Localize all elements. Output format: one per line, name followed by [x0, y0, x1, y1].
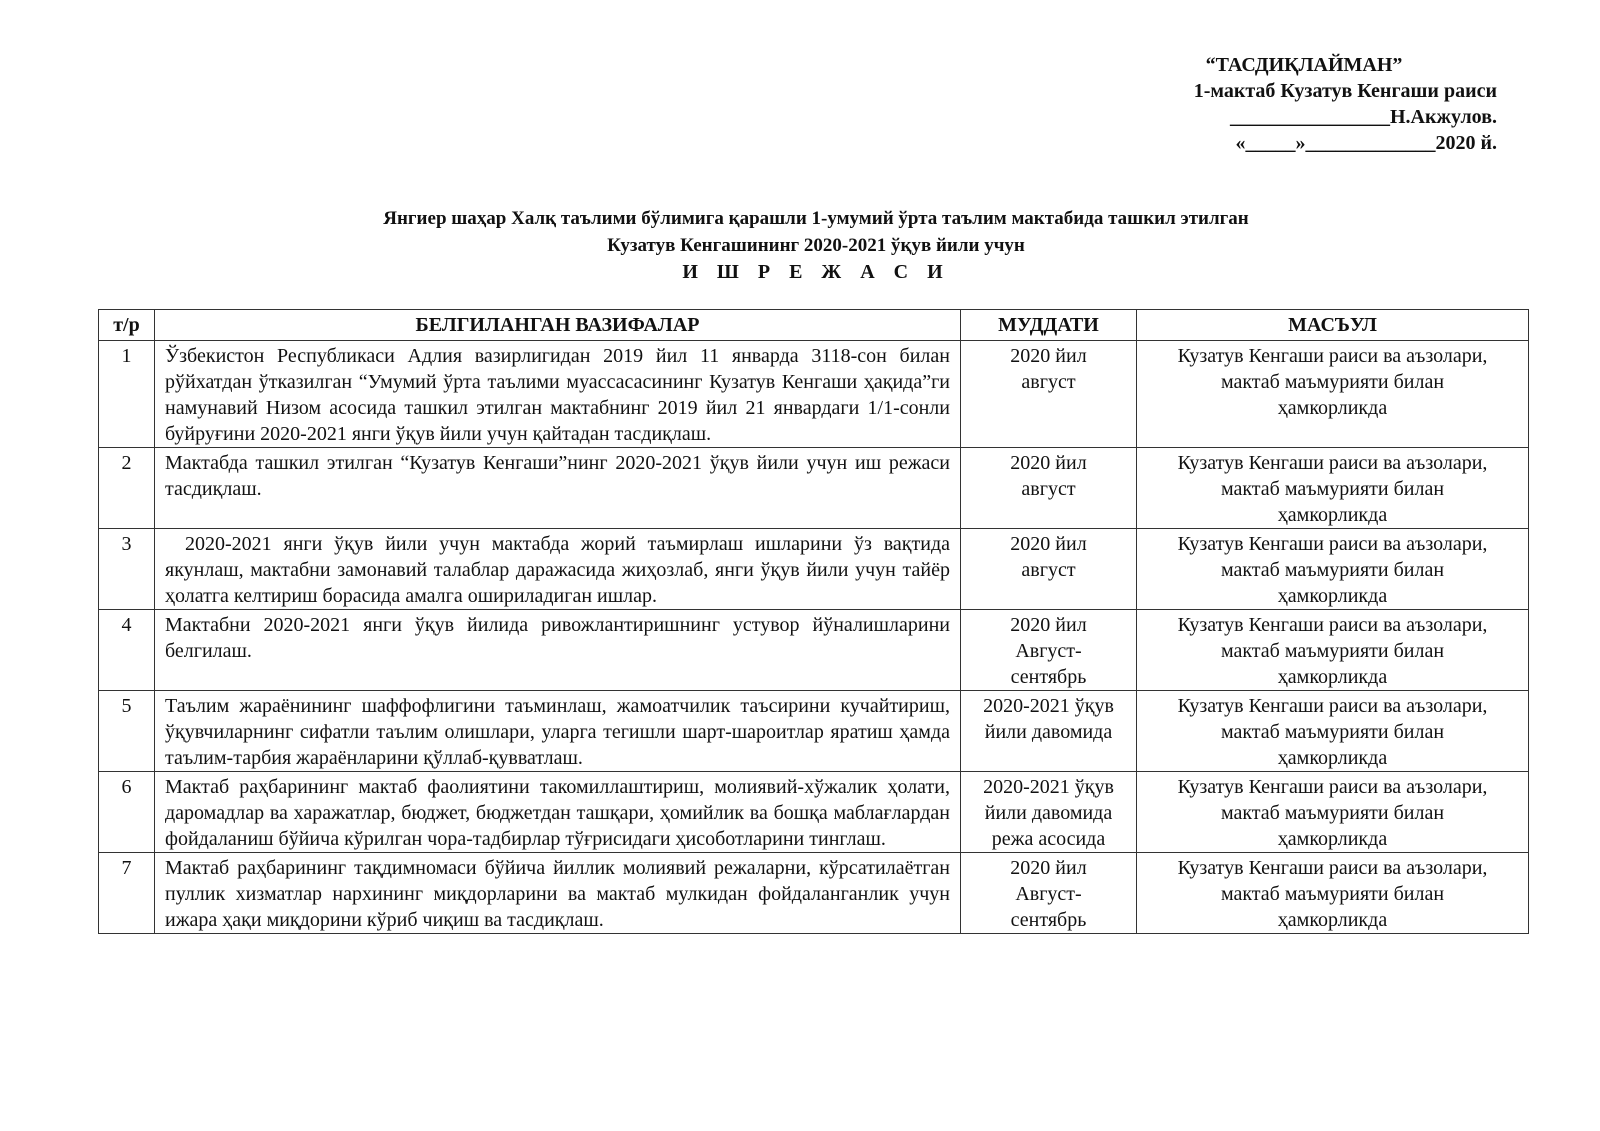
responsible-line: Кузатув Кенгаши раиси ва аъзолари, [1177, 345, 1488, 367]
approval-stamp: “ТАСДИҚЛАЙМАН” [1205, 54, 1403, 76]
term-line: август [1021, 478, 1076, 500]
approval-date-line: «_____»_____________2020 й. [1235, 132, 1497, 154]
responsible-line: Кузатув Кенгаши раиси ва аъзолари, [1177, 776, 1488, 798]
row-task: 2020-2021 янги ўқув йили учун мактабда жорий таъмирлаш ишларини ўз вақтида якунлаш, мактабни замонавий талаблар даражасида жиҳозлаб, янги ўқув йили учун тайёр ҳолатга келтириш борасида амалга ошириладиган ишлар. [155, 529, 961, 610]
term-line: сентябрь [1010, 909, 1087, 931]
row-task: Мактаб раҳбарининг тақдимномаси бўйича йиллик молиявий режаларни, кўрсатилаётган пуллик хизматлар нархининг миқдорларини ва мактаб мулкидан фойдаланганлик учун ижара ҳақи миқдорини кўриб чиқиш ва тасдиқлаш. [155, 853, 961, 934]
term-line: йили давомида [984, 802, 1113, 824]
term-line: 2020 йил [1010, 345, 1087, 367]
term-line: август [1021, 559, 1076, 581]
heading-line-2: Кузатув Кенгашининг 2020-2021 ўқув йили учун [607, 235, 1025, 256]
table-body [99, 341, 1529, 934]
row-task: Мактабни 2020-2021 янги ўқув йилида ривожлантиришнинг устувор йўналишларини белгилаш. [155, 610, 961, 691]
row-term [961, 772, 1137, 853]
responsible-line: ҳамкорликда [1277, 397, 1388, 419]
row-responsible [1137, 691, 1529, 772]
term-line: 2020 йил [1010, 857, 1087, 879]
table-row [99, 448, 1529, 529]
table-row [99, 853, 1529, 934]
row-number: 4 [99, 610, 155, 691]
row-responsible [1137, 772, 1529, 853]
column-header-term: МУДДАТИ [961, 310, 1137, 341]
table-row [99, 341, 1529, 448]
responsible-line: мактаб маъмурияти билан [1220, 802, 1445, 824]
row-responsible [1137, 341, 1529, 448]
term-line: режа асосида [991, 828, 1106, 850]
row-number: 6 [99, 772, 155, 853]
column-header-responsible: МАСЪУЛ [1137, 310, 1529, 341]
row-number: 1 [99, 341, 155, 448]
plan-title: И Ш Р Е Ж А С И [682, 261, 950, 283]
responsible-line: Кузатув Кенгаши раиси ва аъзолари, [1177, 452, 1488, 474]
responsible-line: мактаб маъмурияти билан [1220, 371, 1445, 393]
term-line: сентябрь [1010, 666, 1087, 688]
row-responsible [1137, 853, 1529, 934]
row-responsible [1137, 529, 1529, 610]
responsible-line: ҳамкорликда [1277, 747, 1388, 769]
heading-line-1: Янгиер шаҳар Халқ таълими бўлимига қарашли 1-умумий ўрта таълим мактабида ташкил этилган [383, 208, 1249, 229]
table-row [99, 772, 1529, 853]
term-line: йили давомида [984, 721, 1113, 743]
responsible-line: ҳамкорликда [1277, 504, 1388, 526]
responsible-line: ҳамкорликда [1277, 666, 1388, 688]
responsible-line: Кузатув Кенгаши раиси ва аъзолари, [1177, 695, 1488, 717]
approval-block [1077, 52, 1497, 156]
approver-position: 1-мактаб Кузатув Кенгаши раиси [1193, 80, 1497, 102]
row-number: 2 [99, 448, 155, 529]
row-term [961, 691, 1137, 772]
responsible-line: Кузатув Кенгаши раиси ва аъзолари, [1177, 533, 1488, 555]
row-number: 5 [99, 691, 155, 772]
signature-line: ________________Н.Акжулов. [1229, 106, 1497, 128]
row-task: Таълим жараёнининг шаффофлигини таъминлаш, жамоатчилик таъсирини кучайтириш, ўқувчиларнинг сифатли таълим олишлари, уларга тегишли шарт-шароитлар яратиш ҳамда таълим-тарбия жараёнларини қўллаб-қувватлаш. [155, 691, 961, 772]
row-term [961, 529, 1137, 610]
responsible-line: ҳамкорликда [1277, 909, 1388, 931]
work-plan-table [98, 309, 1529, 934]
term-line: Август- [1015, 883, 1082, 905]
responsible-line: мактаб маъмурияти билан [1220, 721, 1445, 743]
responsible-line: Кузатув Кенгаши раиси ва аъзолари, [1177, 857, 1488, 879]
table-row [99, 610, 1529, 691]
responsible-line: мактаб маъмурияти билан [1220, 478, 1445, 500]
row-number: 3 [99, 529, 155, 610]
responsible-line: мактаб маъмурияти билан [1220, 883, 1445, 905]
term-line: 2020 йил [1010, 533, 1087, 555]
responsible-line: мактаб маъмурияти билан [1220, 559, 1445, 581]
table-header-row [99, 310, 1529, 341]
row-task: Ўзбекистон Республикаси Адлия вазирлигидан 2019 йил 11 январда 3118-сон билан рўйхатдан ўтказилган “Умумий ўрта таълими муассасасининг Кузатув Кенгаши ҳақида”ги намунавий Низом асосида ташкил этилган мактабнинг 2019 йил 21 январдаги 1/1-сонли буйруғини 2020-2021 янги ўқув йили учун қайтадан тасдиқлаш. [155, 341, 961, 448]
term-line: 2020-2021 ўқув [983, 776, 1114, 798]
row-term [961, 610, 1137, 691]
responsible-line: мактаб маъмурияти билан [1220, 640, 1445, 662]
row-task: Мактаб раҳбарининг мактаб фаолиятини такомиллаштириш, молиявий-хўжалик ҳолати, даромадлар ва харажатлар, бюджет, бюджетдан ташқари, ҳомийлик ва бошқа маблағлардан фойдаланиш бўйича кўрилган чора-тадбирлар тўғрисидаги ҳисоботларини тинглаш. [155, 772, 961, 853]
responsible-line: ҳамкорликда [1277, 585, 1388, 607]
term-line: 2020 йил [1010, 614, 1087, 636]
row-term [961, 341, 1137, 448]
responsible-line: ҳамкорликда [1277, 828, 1388, 850]
document-heading [98, 205, 1534, 286]
row-term [961, 853, 1137, 934]
term-line: 2020-2021 ўқув [983, 695, 1114, 717]
table-row [99, 529, 1529, 610]
column-header-task: БЕЛГИЛАНГАН ВАЗИФАЛАР [155, 310, 961, 341]
responsible-line: Кузатув Кенгаши раиси ва аъзолари, [1177, 614, 1488, 636]
row-responsible [1137, 610, 1529, 691]
term-line: Август- [1015, 640, 1082, 662]
row-term [961, 448, 1137, 529]
row-task: Мактабда ташкил этилган “Кузатув Кенгаши”нинг 2020-2021 ўқув йили учун иш режаси тасдиқлаш. [155, 448, 961, 529]
term-line: 2020 йил [1010, 452, 1087, 474]
row-number: 7 [99, 853, 155, 934]
table-row [99, 691, 1529, 772]
column-header-number: т/р [99, 310, 155, 341]
term-line: август [1021, 371, 1076, 393]
row-responsible [1137, 448, 1529, 529]
